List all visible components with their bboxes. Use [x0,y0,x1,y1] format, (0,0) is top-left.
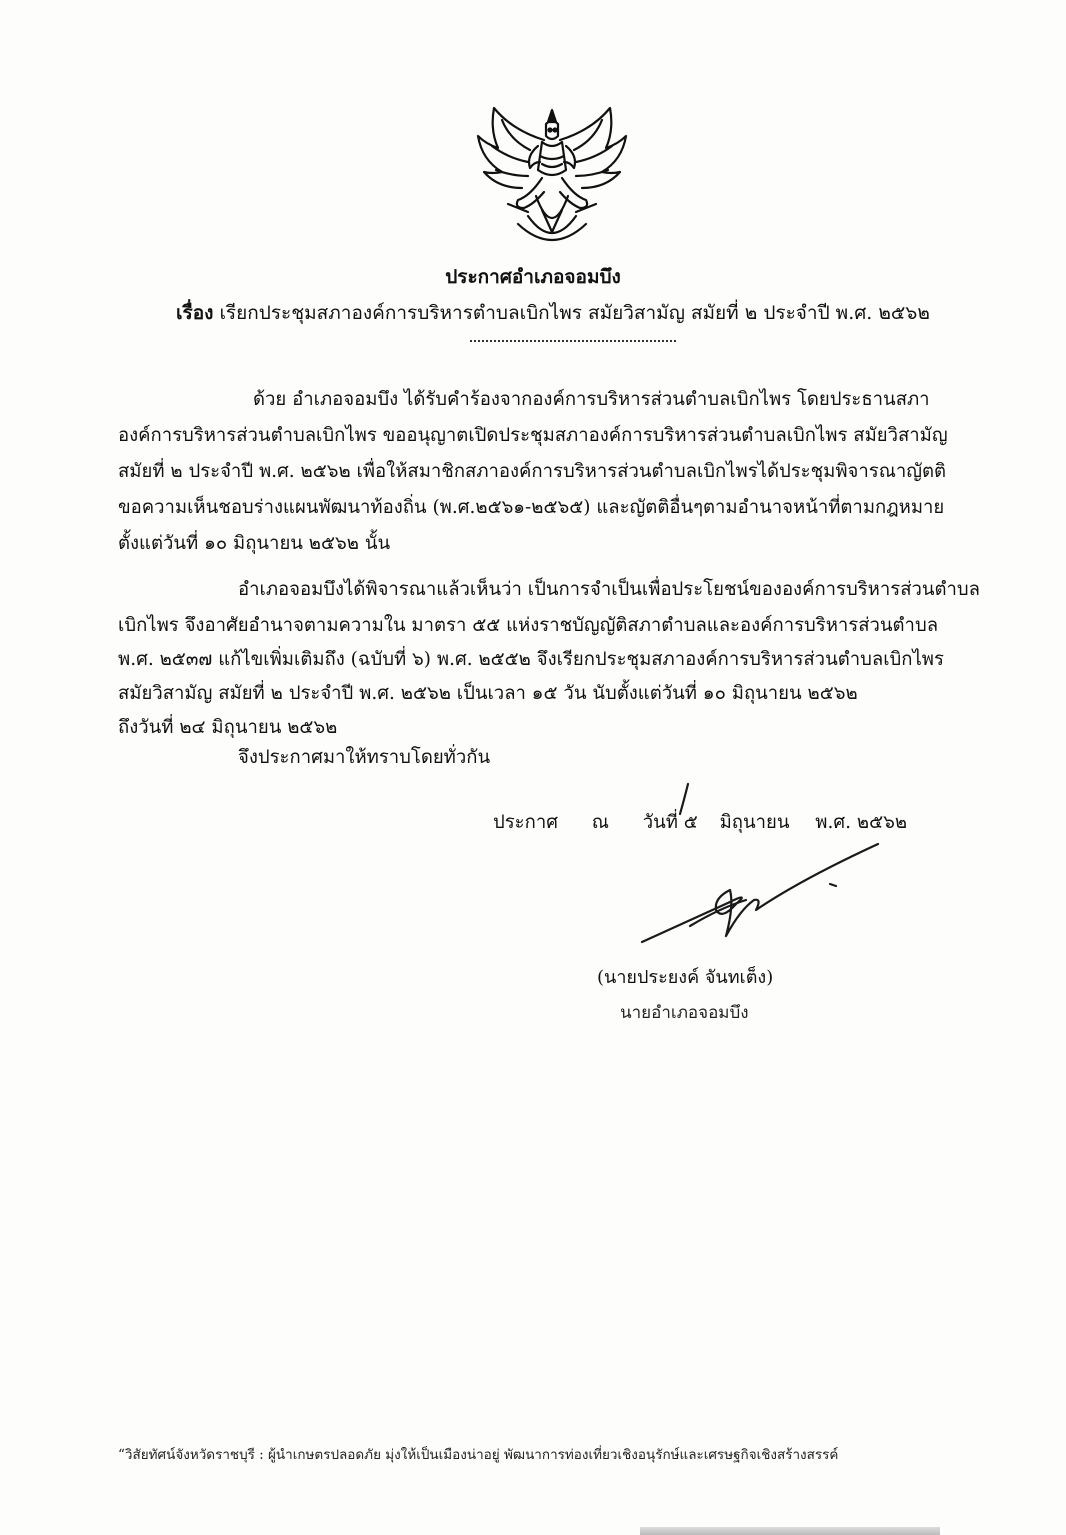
paragraph2-line: สมัยวิสามัญ สมัยที่ ๒ ประจำปี พ.ศ. ๒๕๖๒ เป็นเวลา ๑๕ วัน นับตั้งแต่วันที่ ๑๐ มิถุนายน ๒๕๖๒ [118,683,858,704]
garuda-emblem-icon [472,100,632,255]
signer-position: นายอำเภอจอมบึง [620,1003,749,1023]
closing-sentence: จึงประกาศมาให้ทราบโดยทั่วกัน [238,747,491,768]
paragraph2-line: อำเภอจอมบึงได้พิจารณาแล้วเห็นว่า เป็นการจำเป็นเพื่อประโยชน์ขององค์การบริหารส่วนตำบล [238,579,980,600]
paragraph1-line: ขอความเห็นชอบร่างแผนพัฒนาท้องถิ่น (พ.ศ.๒๕๖๑-๒๕๖๕) และญัตติอื่นๆตามอำนาจหน้าที่ตามกฎหมาย [118,497,945,518]
handwritten-signature-icon [630,780,890,960]
subject-text: เรียกประชุมสภาองค์การบริหารตำบลเบิกไพร สมัยวิสามัญ สมัยที่ ๒ ประจำปี พ.ศ. ๒๕๖๒ [219,302,930,324]
dotted-divider [470,340,676,342]
document-subject [176,298,930,328]
scan-edge-mark [640,1527,940,1535]
subject-label: เรื่อง [176,302,214,324]
document-title: ประกาศอำเภอจอมบึง [445,266,621,288]
paragraph1-line: ตั้งแต่วันที่ ๑๐ มิถุนายน ๒๕๖๒ นั้น [118,533,391,554]
paragraph1-line: สมัยที่ ๒ ประจำปี พ.ศ. ๒๕๖๒ เพื่อให้สมาชิกสภาองค์การบริหารส่วนตำบลเบิกไพรได้ประชุมพิจารณาญัตติ [118,461,947,482]
signer-name: (นายประยงค์ จันทเต็ง) [597,967,774,988]
paragraph2-line: ถึงวันที่ ๒๔ มิถุนายน ๒๕๖๒ [118,717,338,738]
paragraph1-line: ด้วย อำเภอจอมบึง ได้รับคำร้องจากองค์การบริหารส่วนตำบลเบิกไพร โดยประธานสภา [253,389,930,410]
announced-label: ประกาศ [493,812,558,833]
paragraph2-line: เบิกไพร จึงอาศัยอำนาจตามความใน มาตรา ๕๕ แห่งราชบัญญัติสภาตำบลและองค์การบริหารส่วนตำบล [118,615,939,636]
paragraph2-line: พ.ศ. ๒๕๓๗ แก้ไขเพิ่มเติมถึง (ฉบับที่ ๖) พ.ศ. ๒๕๕๒ จึงเรียกประชุมสภาองค์การบริหารส่วนตำบลเบิกไพร [118,649,944,670]
date-year: พ.ศ. ๒๕๖๒ [815,812,908,833]
date-day: วันที่ ๕ [642,812,698,833]
date-month: มิถุนายน [719,812,790,833]
footer-vision-statement: “วิสัยทัศน์จังหวัดราชบุรี : ผู้นำเกษตรปลอดภัย มุ่งให้เป็นเมืองน่าอยู่ พัฒนาการท่องเที่ยวเชิงอนุรักษ์และเศรษฐกิจเชิงสร้างสรรค์ [118,1447,839,1463]
at-label: ณ [591,812,609,833]
paragraph1-line: องค์การบริหารส่วนตำบลเบิกไพร ขออนุญาตเปิดประชุมสภาองค์การบริหารส่วนตำบลเบิกไพร สมัยวิสามัญ [118,425,948,446]
